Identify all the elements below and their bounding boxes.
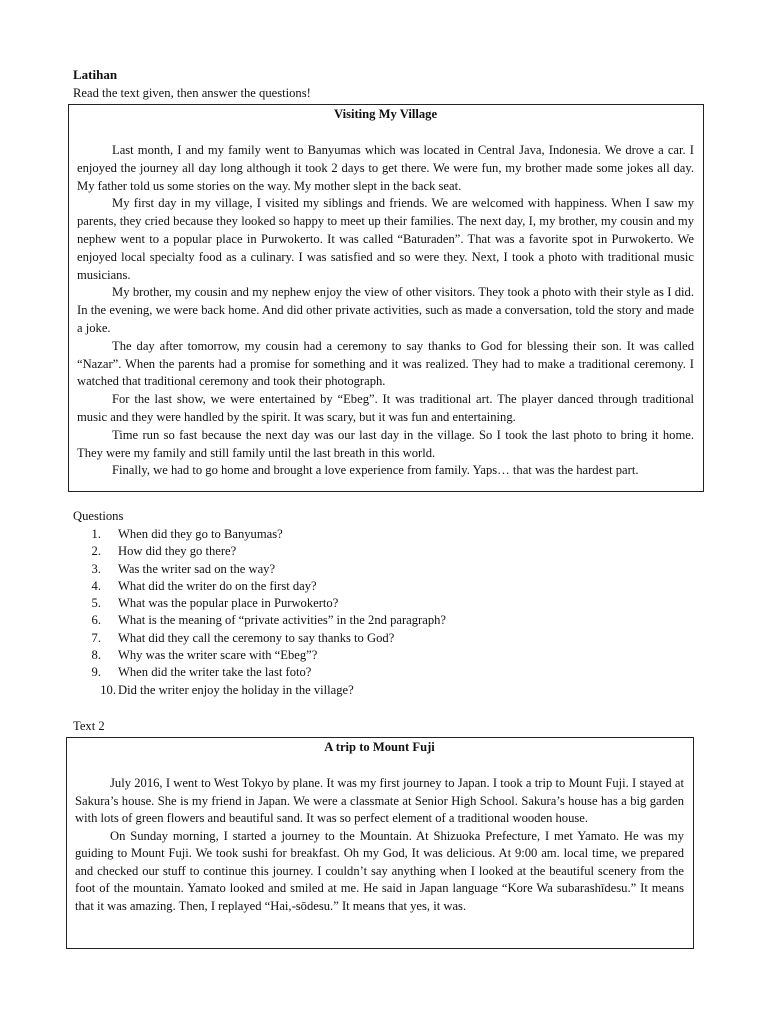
text1-paragraph: My first day in my village, I visited my siblings and friends. We are welcomed with happiness. When I saw my parents, they cried because they looked so happy to meet up their families. The next day, I, my brother, my cousin and my nephew went to a popular place in Purwokerto. It was called “Baturaden”. That was a favorite spot in Purwokerto. We enjoyed local specialty food as a culinary. I was satisfied and so were they. Next, I took a photo with traditional music musicians. <box>77 196 694 282</box>
question-text: What is the meaning of “private activities” in the 2nd paragraph? <box>118 613 447 628</box>
question-item <box>73 612 446 629</box>
question-text: Did the writer enjoy the holiday in the village? <box>118 682 354 697</box>
question-item <box>73 561 446 578</box>
question-item <box>73 664 446 681</box>
question-text: When did they go to Banyumas? <box>118 527 283 541</box>
question-item <box>73 647 446 664</box>
question-text: When did the writer take the last foto? <box>118 665 312 680</box>
text1-body <box>77 142 694 480</box>
text1-box <box>68 104 704 492</box>
question-number: 5. <box>91 596 101 611</box>
text1-paragraph: My brother, my cousin and my nephew enjoy the view of other visitors. They took a photo with their style as I did. In the evening, we were back home. And did other private activities, such as made a conversation, told the story and made a joke. <box>77 285 694 335</box>
question-text: Was the writer sad on the way? <box>118 561 276 576</box>
page-heading: Latihan <box>73 67 118 82</box>
question-item <box>73 543 446 560</box>
question-number: 8. <box>91 648 101 663</box>
question-number: 9. <box>91 665 101 680</box>
question-number: 10. <box>100 682 116 697</box>
text2-label: Text 2 <box>73 719 105 733</box>
text2-title: A trip to Mount Fuji <box>324 740 435 754</box>
text2-paragraph: July 2016, I went to West Tokyo by plane. It was my first journey to Japan. I took a trip to Mount Fuji. I stayed at Sakura’s house. She is my friend in Japan. We were a classmate at Senior High School. Sakura’s house has a big garden with lots of green flowers and beautiful sand. It was so perfect element of a traditional wooden house. <box>75 776 684 825</box>
text2-box <box>66 737 694 949</box>
text2-body <box>75 775 684 915</box>
question-text: Why was the writer scare with “Ebeg”? <box>118 648 318 663</box>
question-item <box>73 630 446 647</box>
question-item <box>73 578 446 595</box>
questions-list <box>73 526 446 699</box>
text1-paragraph: For the last show, we were entertained by “Ebeg”. It was traditional art. The player danced through traditional music and they were handled by the spirit. It was scary, but it was fun and entertaining. <box>77 392 694 424</box>
question-number: 7. <box>91 630 101 645</box>
text1-paragraph: Finally, we had to go home and brought a love experience from family. Yaps… that was the hardest part. <box>112 463 639 478</box>
question-item <box>73 682 446 699</box>
text1-title: Visiting My Village <box>333 107 438 121</box>
question-text: What did they call the ceremony to say thanks to God? <box>118 630 395 645</box>
text1-paragraph: The day after tomorrow, my cousin had a ceremony to say thanks to God for blessing their son. It was called “Nazar”. When the parents had a promise for something and it was realized. They had to make a traditional ceremony. I watched that traditional ceremony and took their photograph. <box>77 338 694 389</box>
instruction-text: Read the text given, then answer the questions! <box>73 86 311 100</box>
question-number: 6. <box>91 613 101 628</box>
question-number: 2. <box>91 544 101 559</box>
text2-paragraph: On Sunday morning, I started a journey to the Mountain. At Shizuoka Prefecture, I met Yamato. He was my guiding to Mount Fuji. We took sushi for breakfast. Oh my God, It was delicious. At 9:00 am. local time, we prepared and checked our stuff to continue this journey. I couldn’t say anything when I looked at the beautiful scenery from the foot of the mountain. Yamato looked and smiled at me. He said in Japan language “Kore Wa subarashīdesu.” It means that it was amazing. Then, I replayed “Hai,-sōdesu.” It means that yes, it was. <box>75 828 684 913</box>
question-text: What was the popular place in Purwokerto? <box>118 596 339 611</box>
question-item <box>73 526 446 543</box>
question-number: 1. <box>91 527 101 541</box>
question-text: How did they go there? <box>118 544 237 559</box>
question-text: What did the writer do on the first day? <box>118 578 317 593</box>
text1-paragraph: Time run so fast because the next day was our last day in the village. So I took the last photo to bring it home. They were my family and still family until the last breath in this world. <box>77 427 694 460</box>
questions-heading: Questions <box>73 509 124 523</box>
question-item <box>73 595 446 612</box>
question-number: 4. <box>91 578 101 593</box>
question-number: 3. <box>91 561 101 576</box>
text1-paragraph: Last month, I and my family went to Banyumas which was located in Central Java, Indonesia. We drove a car. I enjoyed the journey all day long although it took 2 days to get there. We were fun, my brother made some jokes all day. My father told us some stories on the way. My mother slept in the back seat. <box>77 143 694 193</box>
